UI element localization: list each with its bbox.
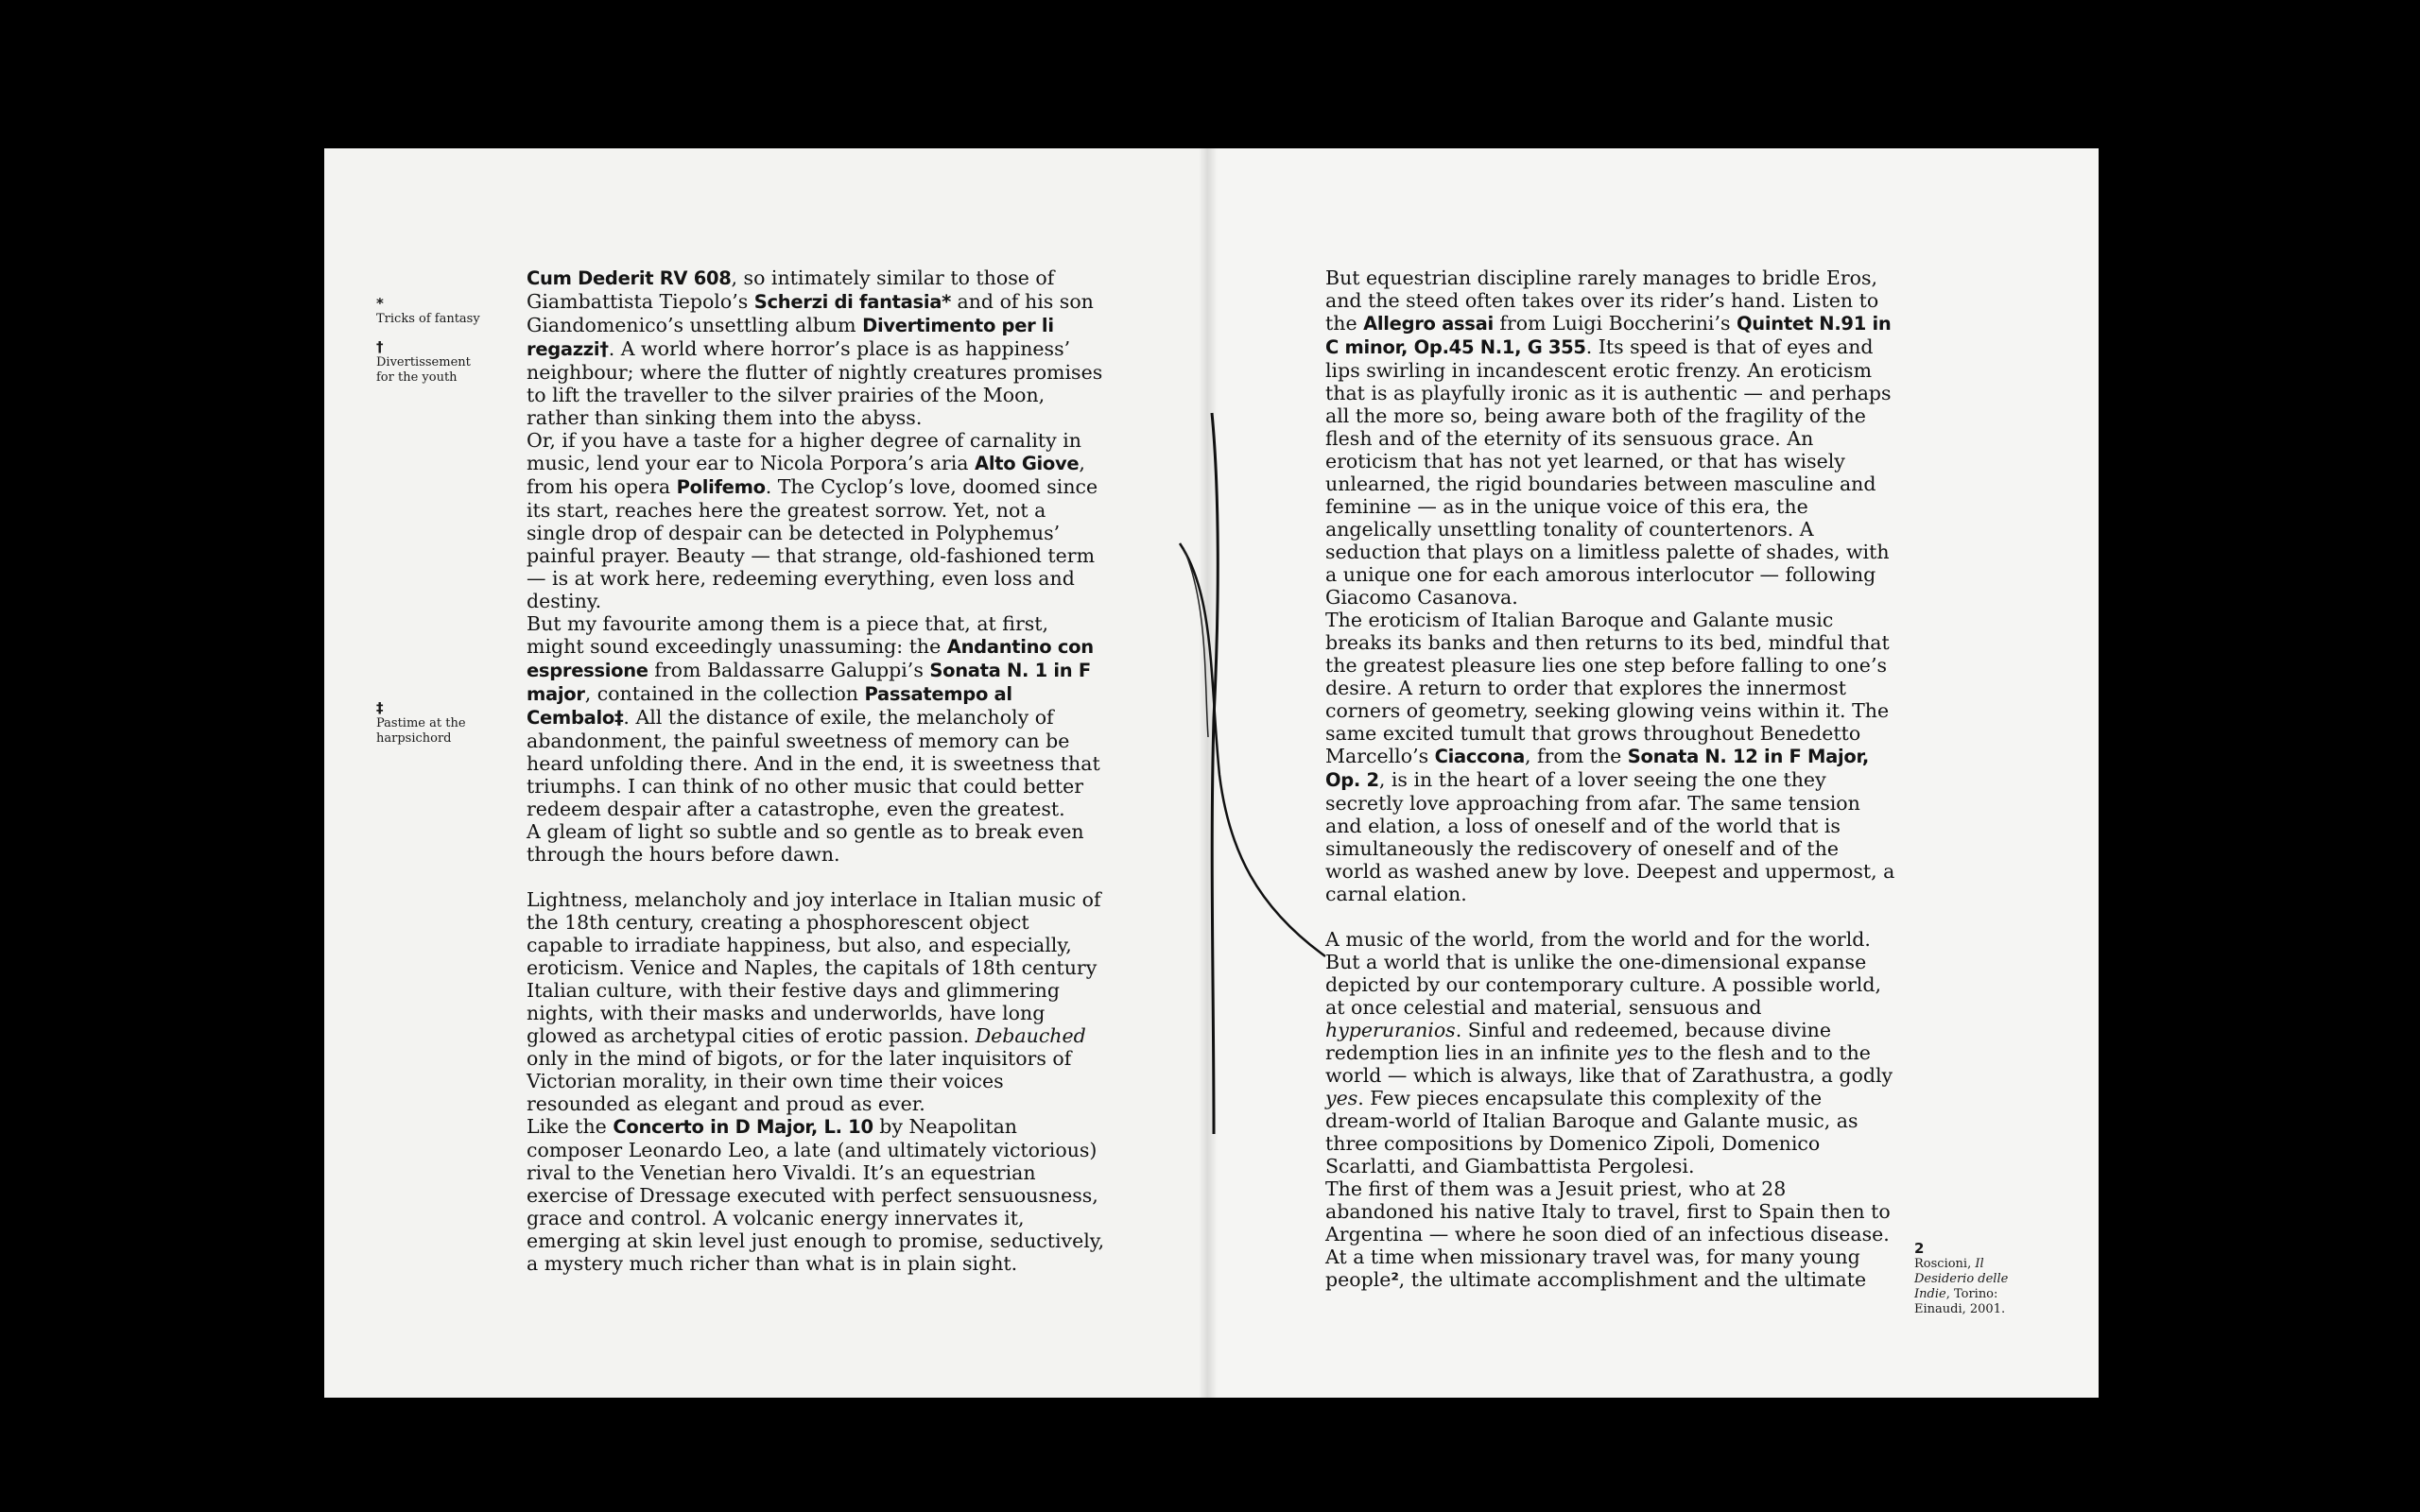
- paragraph: [527, 1115, 1108, 1275]
- work-title: Ciaccona: [1434, 746, 1525, 767]
- sidenote-text: Divertissement for the youth: [376, 355, 471, 385]
- text: . Its speed is that of eyes and lips swirling in incandescent erotic frenzy. An eroticism that is as playfully ironic as it is authentic — and perhaps all the more so, being aware both of the fragility of the flesh and of the eternity of its sensuous grace. An eroticism that has not yet learned, or that has wisely unlearned, the rigid boundaries between masculine and feminine — as in the unique voice of this era, the angelically unsettling tonality of countertenors. A seduction that plays on a limitless palette of shades, with a unique one for each amorous interlocutor — following Giacomo Casanova.: [1325, 335, 1892, 609]
- emphasis: yes: [1616, 1041, 1649, 1064]
- work-title: Alto Giove: [975, 453, 1080, 474]
- paragraph: [527, 429, 1108, 612]
- text: But equestrian discipline rarely manages to bridle Eros, and the steed often takes over its rider’s hand. Listen to the: [1325, 266, 1879, 335]
- text: . The Cyclop’s love, doomed since its start, reaches here the greatest sorrow. Yet, not a single drop of despair can be detected in Polyphemus’ painful prayer. Beauty — that strange, old-fashioned term — is at work here, redeeming everything, even loss and destiny.: [527, 475, 1098, 612]
- text: Like the: [527, 1115, 614, 1138]
- text: . Sinful and redeemed, because divine redemption lies in an infinite: [1325, 1019, 1831, 1064]
- paragraph: [1325, 266, 1897, 609]
- book-title: Il Desiderio delle Indie: [1914, 1257, 2009, 1301]
- emphasis: yes: [1325, 1087, 1358, 1109]
- sidenote-mark: *: [376, 295, 384, 312]
- text: Or, if you have a taste for a higher degree of carnality in music, lend your ear to Nicola Porpora’s aria: [527, 429, 1082, 474]
- text: to the flesh and to the world — which is always, like that of Zarathustra, a godly: [1325, 1041, 1893, 1087]
- text: , is in the heart of a lover seeing the one they secretly love approaching from afar. The same tension and elation, a loss of oneself and of the world that is simultaneously the rediscovery of oneself and of the world as washed anew by love. Deepest and uppermost, a carnal elation.: [1325, 768, 1895, 905]
- footnote-ref: ²: [1391, 1269, 1399, 1291]
- text: only in the mind of bigots, or for the later inquisitors of Victorian morality, in their own time their voices resounded as elegant and proud as ever.: [527, 1047, 1072, 1115]
- sidenote-text: Pastime at the harpsichord: [376, 716, 466, 746]
- work-title: Allegro assai: [1363, 313, 1494, 335]
- work-title: Passatempo al Cembalo‡: [527, 683, 1012, 729]
- text: , from his opera: [527, 452, 1085, 498]
- paragraph: A gleam of light so subtle and so gentle as to break even through the hours before dawn.: [527, 820, 1084, 866]
- work-title: Cum Dederit RV 608: [527, 267, 732, 289]
- text: , Torino: Einaudi, 2001.: [1914, 1287, 2006, 1316]
- text: The first of them was a Jesuit priest, who at 28 abandoned his native Italy to travel, first to Spain then to Argentina — where he soon died of an infectious disease. At a time when missionary travel was, for many young people: [1325, 1177, 1891, 1291]
- text: . All the distance of exile, the melancholy of abandonment, the painful sweetness of memory can be heard unfolding there. And in the end, it is sweetness that triumphs. I can think of no other music that could better redeem despair after a catastrophe, even the greatest.: [527, 706, 1100, 820]
- paragraph: [1325, 609, 1897, 905]
- text: and of his son Giandomenico’s unsettling album: [527, 290, 1094, 336]
- paragraph: [1325, 1177, 1897, 1292]
- paragraph: [527, 612, 1108, 820]
- text: from Baldassarre Galuppi’s: [648, 659, 930, 681]
- work-title: Quintet N.91 in C minor, Op.45 N.1, G 355: [1325, 313, 1892, 358]
- work-title: Divertimento per li regazzi†: [527, 315, 1054, 360]
- text: from Luigi Boccherini’s: [1493, 312, 1737, 335]
- sidenote-mark: †: [376, 338, 384, 355]
- work-title: Sonata N. 12 in F Major, Op. 2: [1325, 746, 1870, 791]
- sidenote-text: Tricks of fantasy: [376, 312, 480, 326]
- footnote-2: [1914, 1240, 2023, 1317]
- text: The eroticism of Italian Baroque and Galante music breaks its banks and then returns to its bed, mindful that the greatest pleasure lies one step before falling to one’s desire. A return to order that explores the innermost corners of geometry, seeking glowing veins within it. The same excited tumult that grows throughout Benedetto Marcello’s: [1325, 609, 1890, 767]
- text: Roscioni,: [1914, 1257, 1976, 1271]
- work-title: Andantino con espressione: [527, 636, 1094, 681]
- left-body-text: [527, 266, 1108, 1275]
- work-title: Polifemo: [676, 476, 766, 498]
- sidenote-mark: ‡: [376, 699, 384, 716]
- emphasis: Debauched: [975, 1024, 1086, 1047]
- text: . Few pieces encapsulate this complexity of the dream-world of Italian Baroque and Galante music, as three compositions by Domenico Zipoli, Domenico Scarlatti, and Giambattista Pergolesi.: [1325, 1087, 1858, 1177]
- paragraph: [527, 266, 1108, 429]
- text: . A world where horror’s place is as happiness’ neighbour; where the flutter of nightly creatures promises to lift the traveller to the silver prairies of the Moon, rather than sinking them into the abyss.: [527, 337, 1103, 429]
- text: , contained in the collection: [584, 682, 865, 705]
- sidenote-2: [376, 338, 490, 386]
- text: A music of the world, from the world and for the world. But a world that is unlike the one-dimensional expanse depicted by our contemporary culture. A possible world, at once celestial and material, sensuous and: [1325, 928, 1881, 1019]
- text: , from the: [1524, 745, 1628, 767]
- footnote-mark: 2: [1914, 1240, 1925, 1257]
- text: But my favourite among them is a piece that, at first, might sound exceedingly unassuming: the: [527, 612, 1049, 658]
- sidenote-3: [376, 699, 490, 747]
- work-title: Concerto in D Major, L. 10: [613, 1116, 873, 1138]
- text: , the ultimate accomplishment and the ultimate: [1398, 1268, 1867, 1291]
- paragraph: [1325, 928, 1897, 1177]
- right-body-text: [1325, 266, 1897, 1292]
- work-title: Scherzi di fantasia*: [753, 291, 951, 313]
- text: by Neapolitan composer Leonardo Leo, a late (and ultimately victorious) rival to the Venetian hero Vivaldi. It’s an equestrian exercise of Dressage executed with perfect sensuousness, grace and control. A volcanic energy innervates it, emerging at skin level just enough to promise, seductively, a mystery much richer than what is in plain sight.: [527, 1115, 1105, 1275]
- text: Lightness, melancholy and joy interlace in Italian music of the 18th century, creating a phosphorescent object capable to irradiate happiness, but also, and especially, eroticism. Venice and Naples, the capitals of 18th century Italian culture, with their festive days and glimmering nights, with their masks and underworlds, have long glowed as archetypal cities of erotic passion.: [527, 888, 1101, 1047]
- emphasis: hyperuranios: [1325, 1019, 1456, 1041]
- paragraph: [527, 888, 1108, 1115]
- work-title: Sonata N. 1 in F major: [527, 660, 1091, 705]
- text: , so intimately similar to those of Giambattista Tiepolo’s: [527, 266, 1055, 313]
- sidenote-1: [376, 295, 490, 327]
